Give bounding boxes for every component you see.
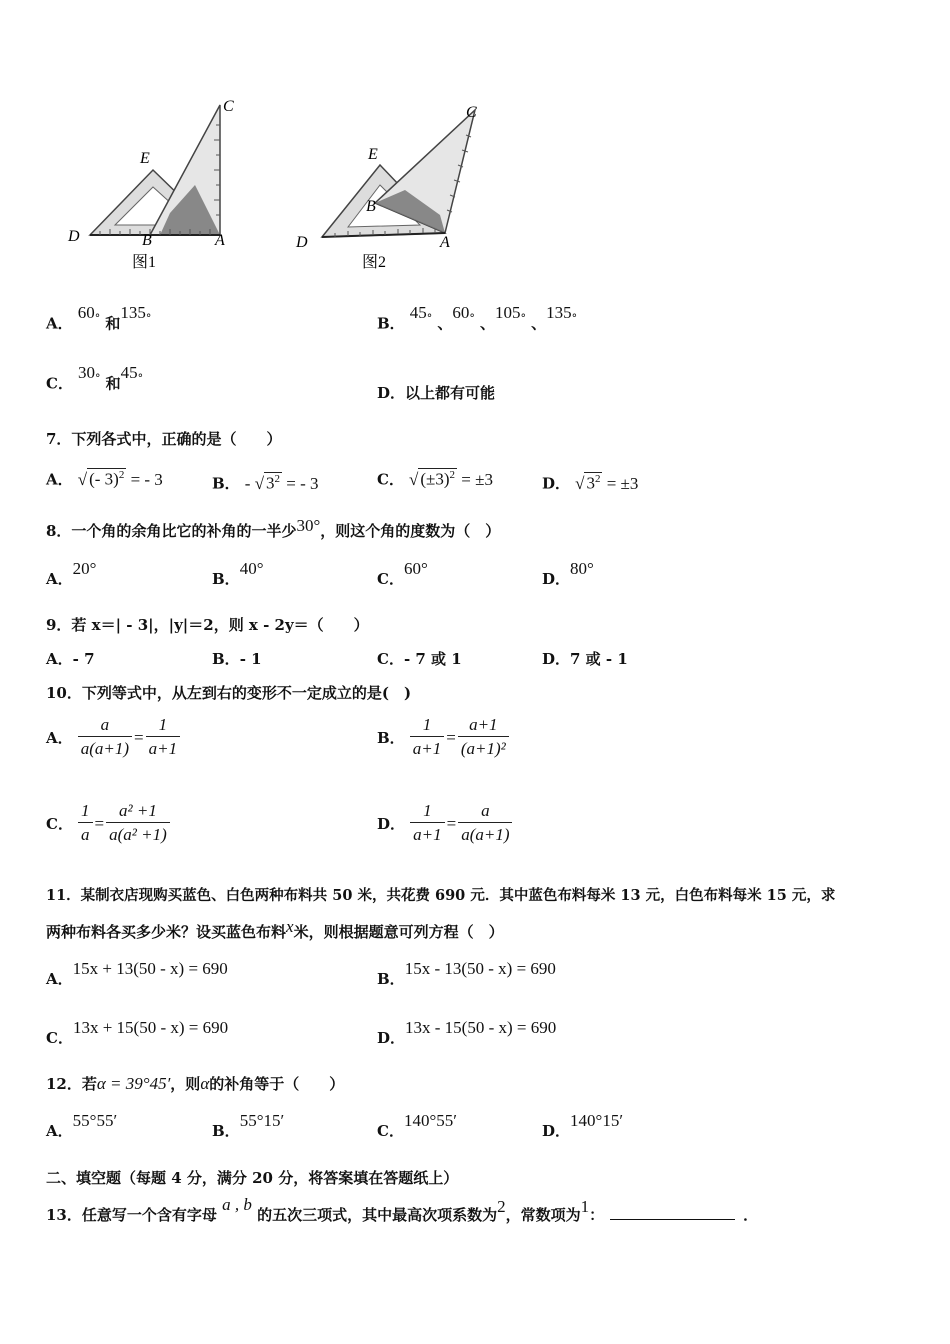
fig1-point-d: D: [68, 228, 80, 245]
q13-stem-post: ：: [589, 1206, 605, 1224]
q9-a-text: - 7: [72, 650, 95, 668]
q10-d-den-2: a(a+1): [461, 825, 510, 844]
q7-c-radicand: (±3): [420, 469, 450, 489]
option-label: D．: [542, 1122, 571, 1140]
option-label: B．: [212, 1122, 240, 1140]
q10-d-num-2: a: [458, 800, 512, 823]
q11-a-equation: 15x + 13(50 - x) = 690: [72, 959, 228, 978]
q13-period: ．: [743, 1206, 759, 1224]
q12-c-value: 140°55′: [403, 1111, 457, 1130]
q6-b-value-4: 135: [546, 303, 572, 323]
q7-d-radicand: 3: [586, 473, 595, 493]
q7-b-radicand: 3: [266, 473, 275, 493]
q11-variable: x: [286, 917, 294, 936]
q11-option-c[interactable]: [46, 1017, 229, 1047]
q9-option-a[interactable]: [46, 648, 95, 669]
q7-option-d[interactable]: D． √ $3^2 = \pm 3$: [542, 473, 639, 493]
q12-option-d[interactable]: [542, 1110, 624, 1140]
q13-stem-mid-2: ，常数项为: [505, 1206, 581, 1224]
q7-stem: 7．下列各式中，正确的是（ ）: [46, 430, 282, 448]
q6-b-sep-2: 、: [479, 314, 495, 333]
option-label: B．: [212, 570, 240, 588]
q9-option-c[interactable]: [377, 648, 462, 669]
q13-constant: 1: [580, 1197, 590, 1216]
q7-b-rhs: = - 3: [286, 473, 319, 493]
q13-answer-blank[interactable]: [610, 1219, 735, 1220]
q10-b-num-2: a+1: [458, 714, 509, 737]
option-label: A．: [46, 970, 73, 988]
option-label: B．: [377, 729, 405, 747]
q11-b-equation: 15x - 13(50 - x) = 690: [404, 959, 556, 978]
fig2-point-c: C: [466, 104, 477, 121]
q8-stem-pre: 8．一个角的余角比它的补角的一半少: [46, 522, 297, 540]
q8-stem-value: 30°: [296, 516, 321, 535]
q7-d-rhs: = ±3: [606, 473, 639, 493]
fig2-point-d: D: [296, 234, 308, 251]
option-label: A．: [46, 1122, 73, 1140]
section-2-title: 二、填空题（每题 4 分，满分 20 分，将答案填在答题纸上）: [46, 1169, 459, 1187]
q7-b-exponent: 2: [274, 473, 281, 485]
option-label: C．: [46, 815, 73, 833]
option-label: B．: [212, 474, 240, 493]
q10-option-c[interactable]: C． $\frac{1}{a}$ = $\frac{\text{a² +1}}{\text{a(a² +1)}}$: [46, 800, 170, 847]
q10-a-num-2: 1: [146, 714, 180, 737]
q12-stem-pre: 12．若: [46, 1075, 97, 1093]
q8-option-b[interactable]: [212, 558, 264, 588]
q11-stem-pre: 两种布料各买多少米？设买蓝色布料: [46, 923, 287, 941]
fig2-point-e: E: [368, 146, 378, 163]
fig2-point-a: A: [440, 234, 450, 251]
q12-option-a[interactable]: [46, 1110, 118, 1140]
q7-option-a[interactable]: A． √ (- 3)$^2$ = - 3: [46, 469, 163, 489]
q11-option-a[interactable]: [46, 958, 228, 988]
q12-stem: [46, 1073, 344, 1094]
fig1-point-b: B: [142, 232, 152, 249]
q12-option-c[interactable]: [377, 1110, 457, 1140]
option-label: A．: [46, 570, 73, 588]
q8-stem: [46, 516, 501, 541]
option-label: D．: [542, 474, 571, 493]
option-label: C．: [377, 470, 404, 489]
q8-b-value: 40°: [239, 559, 264, 578]
q6-c-value-2: 45: [120, 363, 138, 383]
q12-alpha: α: [200, 1074, 210, 1093]
option-label: B．: [377, 314, 405, 333]
option-label: D．: [377, 384, 406, 402]
q10-b-den-1: a+1: [412, 739, 442, 758]
q11-c-equation: 13x + 15(50 - x) = 690: [72, 1018, 229, 1037]
q11-stem-line-1: 11．某制衣店现购买蓝色、白色两种布料共 50 米，共花费 690 元．其中蓝色布料每米 13 元，白色布料每米 15 元，求: [46, 887, 836, 904]
q10-c-num-1: 1: [78, 800, 93, 823]
q10-a-den-2: a+1: [148, 739, 178, 758]
option-label: D．: [377, 1029, 406, 1047]
q7-option-b[interactable]: B． - √ $3^2$ = - 3: [212, 473, 319, 493]
fig1-point-c: C: [223, 98, 234, 115]
option-label: C．: [377, 570, 404, 588]
q6-b-value-1: 45: [409, 303, 427, 323]
fig2-caption: 图2: [362, 254, 387, 271]
q11-d-equation: 13x - 15(50 - x) = 690: [405, 1018, 557, 1037]
fig1-point-a: A: [215, 232, 225, 249]
q8-stem-post: ，则这个角的度数为（ ）: [320, 522, 501, 540]
q9-option-d[interactable]: [542, 648, 628, 669]
q6-a-value-1: 60: [77, 303, 95, 323]
q7-c-exponent: 2: [449, 469, 456, 481]
q6-b-sep-3: 、: [531, 314, 547, 333]
option-label: A．: [46, 470, 73, 489]
q10-c-num-2: a² +1: [106, 800, 170, 823]
option-label: A．: [46, 729, 73, 747]
q12-stem-post: 的补角等于（ ）: [209, 1075, 345, 1093]
q9-option-b[interactable]: [212, 648, 262, 669]
q13-variables: a , b: [222, 1195, 252, 1214]
q10-a-den-1: a(a+1): [80, 739, 130, 758]
q11-stem-post: 米，则根据题意可列方程（ ）: [293, 923, 504, 941]
option-label: B．: [377, 970, 405, 988]
q7-a-radicand: (- 3): [89, 469, 119, 489]
q9-d-text: 7 或 - 1: [570, 650, 628, 668]
q10-stem: 10．下列等式中，从左到右的变形不一定成立的是( ): [46, 684, 412, 702]
q13-stem-pre: 13．任意写一个含有字母: [46, 1206, 217, 1224]
figure-2: [290, 95, 490, 275]
figure-1: [60, 95, 250, 275]
q8-option-a[interactable]: [46, 558, 97, 588]
q12-b-value: 55°15′: [239, 1111, 285, 1130]
option-label: C．: [46, 1029, 73, 1047]
q10-b-den-2: (a+1)²: [460, 739, 506, 758]
q12-alpha-equation: α = 39°45′: [96, 1074, 171, 1093]
q10-d-num-1: 1: [410, 800, 444, 823]
q7-d-exponent: 2: [594, 473, 601, 485]
q6-c-value-1: 30: [78, 363, 96, 383]
q10-d-den-1: a+1: [413, 825, 442, 844]
q6-option-b[interactable]: B． 45° 、60° 、105° 、135°: [377, 303, 578, 333]
option-label: C．: [377, 1122, 404, 1140]
q7-b-prefix: -: [244, 473, 251, 493]
q6-a-separator: 和: [105, 314, 121, 333]
q6-a-value-2: 135: [120, 303, 146, 323]
q8-d-value: 80°: [570, 559, 594, 578]
q6-d-text: 以上都有可能: [405, 384, 496, 402]
q8-option-c[interactable]: [377, 558, 428, 588]
q7-a-exponent: 2: [118, 469, 125, 481]
q8-option-d[interactable]: [542, 558, 594, 588]
q12-a-value: 55°55′: [72, 1111, 118, 1130]
q6-b-value-3: 105: [495, 303, 521, 323]
q7-a-rhs: = - 3: [130, 469, 163, 489]
q10-a-num-1: a: [78, 714, 132, 737]
q6-b-sep-1: 、: [437, 314, 453, 333]
q6-b-value-2: 60: [452, 303, 470, 323]
q11-option-d[interactable]: [377, 1017, 557, 1047]
q8-c-value: 60°: [403, 559, 428, 578]
option-label: A．: [46, 314, 73, 333]
q9-b-text: - 1: [239, 650, 262, 668]
q10-option-a[interactable]: A． $\frac{a}{a(a+1)}$ = $\frac{1}{a+1}$: [46, 714, 180, 761]
fig1-caption: 图1: [132, 254, 157, 271]
q6-option-c[interactable]: C． 30° 和45°: [46, 363, 144, 393]
q11-option-b[interactable]: [377, 958, 556, 988]
q10-c-den-1: a: [81, 825, 90, 844]
q12-option-b[interactable]: [212, 1110, 285, 1140]
q13-stem-mid: 的五次三项式，其中最高次项系数为: [257, 1206, 498, 1224]
q6-option-d[interactable]: [377, 382, 495, 403]
q13-coefficient: 2: [497, 1197, 506, 1216]
option-label: B．: [212, 650, 240, 668]
q10-c-den-2: a(a² +1): [109, 825, 167, 844]
option-label: D．: [542, 650, 571, 668]
option-label: D．: [377, 815, 406, 833]
q10-b-num-1: 1: [410, 714, 444, 737]
q12-stem-mid: ，则: [170, 1075, 201, 1093]
option-label: D．: [542, 570, 571, 588]
q6-option-a[interactable]: A． 60° 和135°: [46, 303, 152, 333]
q10-option-d[interactable]: D． $\frac{1}{a+1}$ = $\frac{a}{a(a+1)}$: [377, 800, 512, 847]
q6-c-separator: 和: [105, 374, 121, 393]
option-label: C．: [46, 374, 73, 393]
q9-c-text: - 7 或 1: [403, 650, 462, 668]
q11-stem-line-2: [46, 917, 504, 942]
option-label: A．: [46, 650, 73, 668]
q12-d-value: 140°15′: [570, 1111, 624, 1130]
fig1-point-e: E: [140, 150, 150, 167]
q13-stem: [46, 1195, 759, 1225]
q8-a-value: 20°: [72, 559, 97, 578]
q10-option-b[interactable]: B． $\frac{1}{a+1}$ = $\frac{a+1}{\text{(a+1)²}}$: [377, 714, 509, 761]
fig2-point-b: B: [366, 198, 376, 215]
q7-option-c[interactable]: C． √ $(\pm 3)^2 = \pm 3$: [377, 469, 493, 489]
q7-c-rhs: = ±3: [461, 469, 493, 489]
q9-stem: 9．若 x＝| - 3|，|y|＝2，则 x - 2y＝（ ）: [46, 616, 369, 634]
option-label: C．: [377, 650, 404, 668]
